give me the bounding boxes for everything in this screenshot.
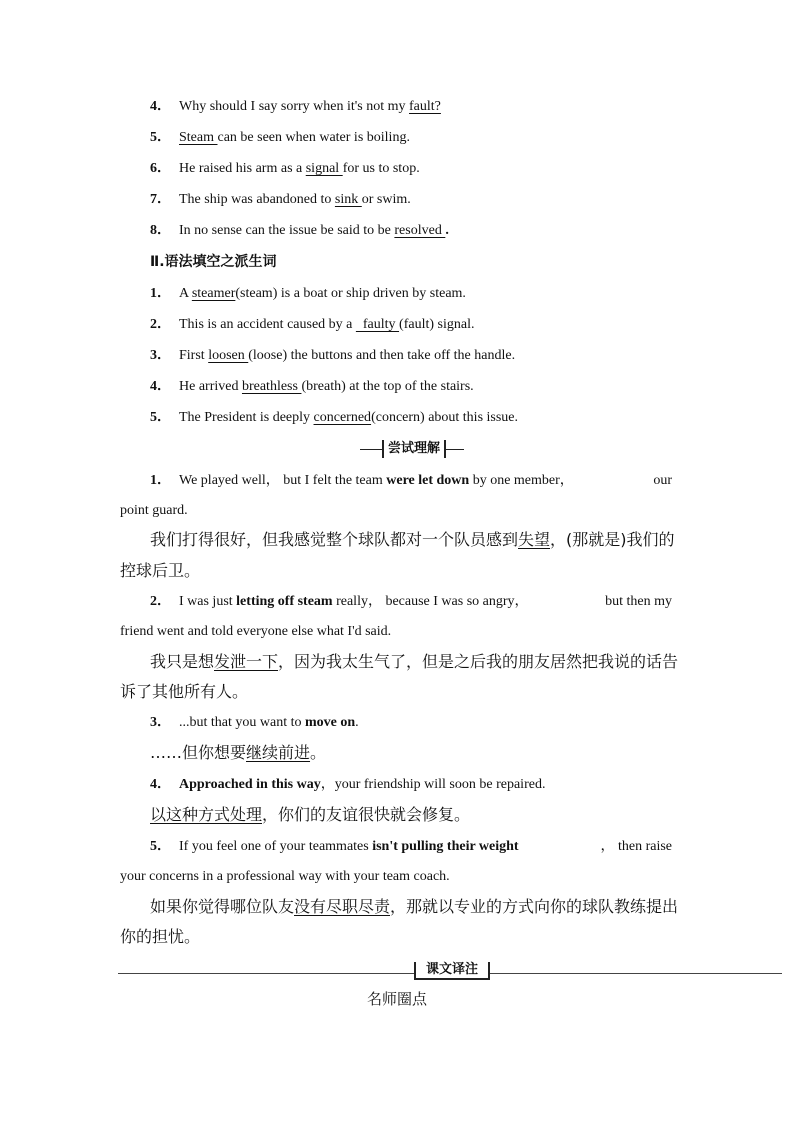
sentence-1-en: 1． We played well， but I felt the team were let down by one member， our [150, 473, 672, 488]
vocab-item-8: 8． In no sense can the issue be said to be resolved . [150, 223, 449, 238]
sentence-2-zh: 我只是想发泄一下，因为我太生气了，但是之后我的朋友居然把我说的话告 [150, 652, 679, 671]
grammar-item-2: 2． This is an accident caused by a faulty (fault) signal. [150, 317, 475, 332]
sentence-4-zh: 以这种方式处理，你们的友谊很快就会修复。 [150, 805, 471, 824]
sentence-5-zh-cont: 你的担忧。 [120, 927, 201, 946]
grammar-item-4: 4． He arrived breathless (breath) at the top of the stairs. [150, 379, 474, 394]
subheading: 名师圈点 [366, 990, 427, 1008]
vocab-item-5: 5． Steam can be seen when water is boiling. [150, 130, 410, 145]
section-divider [118, 962, 782, 980]
vocab-item-6: 6． He raised his arm as a signal for us to stop. [150, 161, 420, 176]
vocab-item-7: 7． The ship was abandoned to sink or swim. [150, 192, 411, 207]
sentence-1-zh-cont: 控球后卫。 [120, 561, 201, 580]
grammar-item-3: 3． First loosen (loose) the buttons and then take off the handle. [150, 348, 516, 363]
grammar-item-5: 5． The President is deeply concerned(concern) about this issue. [150, 410, 519, 425]
sentence-3-zh: ……但你想要继续前进。 [150, 743, 327, 762]
sentence-5-en-cont: your concerns in a professional way with your team coach. [120, 869, 450, 884]
sentence-5-en: 5． If you feel one of your teammates isn't pulling their weight ， then raise [150, 839, 672, 854]
sentence-2-zh-cont: 诉了其他所有人。 [120, 682, 249, 701]
sentence-1-en-cont: point guard. [120, 503, 188, 518]
sentence-2-en: 2． I was just letting off steam really， because I was so angry， but then my [150, 594, 672, 609]
vocab-item-4: 4． Why should I say sorry when it's not my fault? [150, 99, 441, 114]
sentence-4-en: 4． Approached in this way，your friendship will soon be repaired. [150, 777, 546, 792]
sentence-5-zh: 如果你觉得哪位队友没有尽职尽责，那就以专业的方式向你的球队教练提出 [150, 897, 679, 916]
section-heading: Ⅱ.语法填空之派生词 [150, 254, 277, 270]
section-banner [360, 440, 464, 460]
grammar-item-1: 1． A steamer(steam) is a boat or ship driven by steam. [150, 286, 466, 301]
sentence-2-en-cont: friend went and told everyone else what I'd said. [120, 624, 392, 639]
sentence-3-en: 3． ...but that you want to move on. [150, 715, 359, 730]
section-label: 课文译注 [414, 962, 490, 980]
banner-label: 尝试理解 [382, 440, 446, 458]
sentence-1-zh: 我们打得很好，但我感觉整个球队都对一个队员感到失望，(那就是)我们的 [150, 530, 675, 549]
